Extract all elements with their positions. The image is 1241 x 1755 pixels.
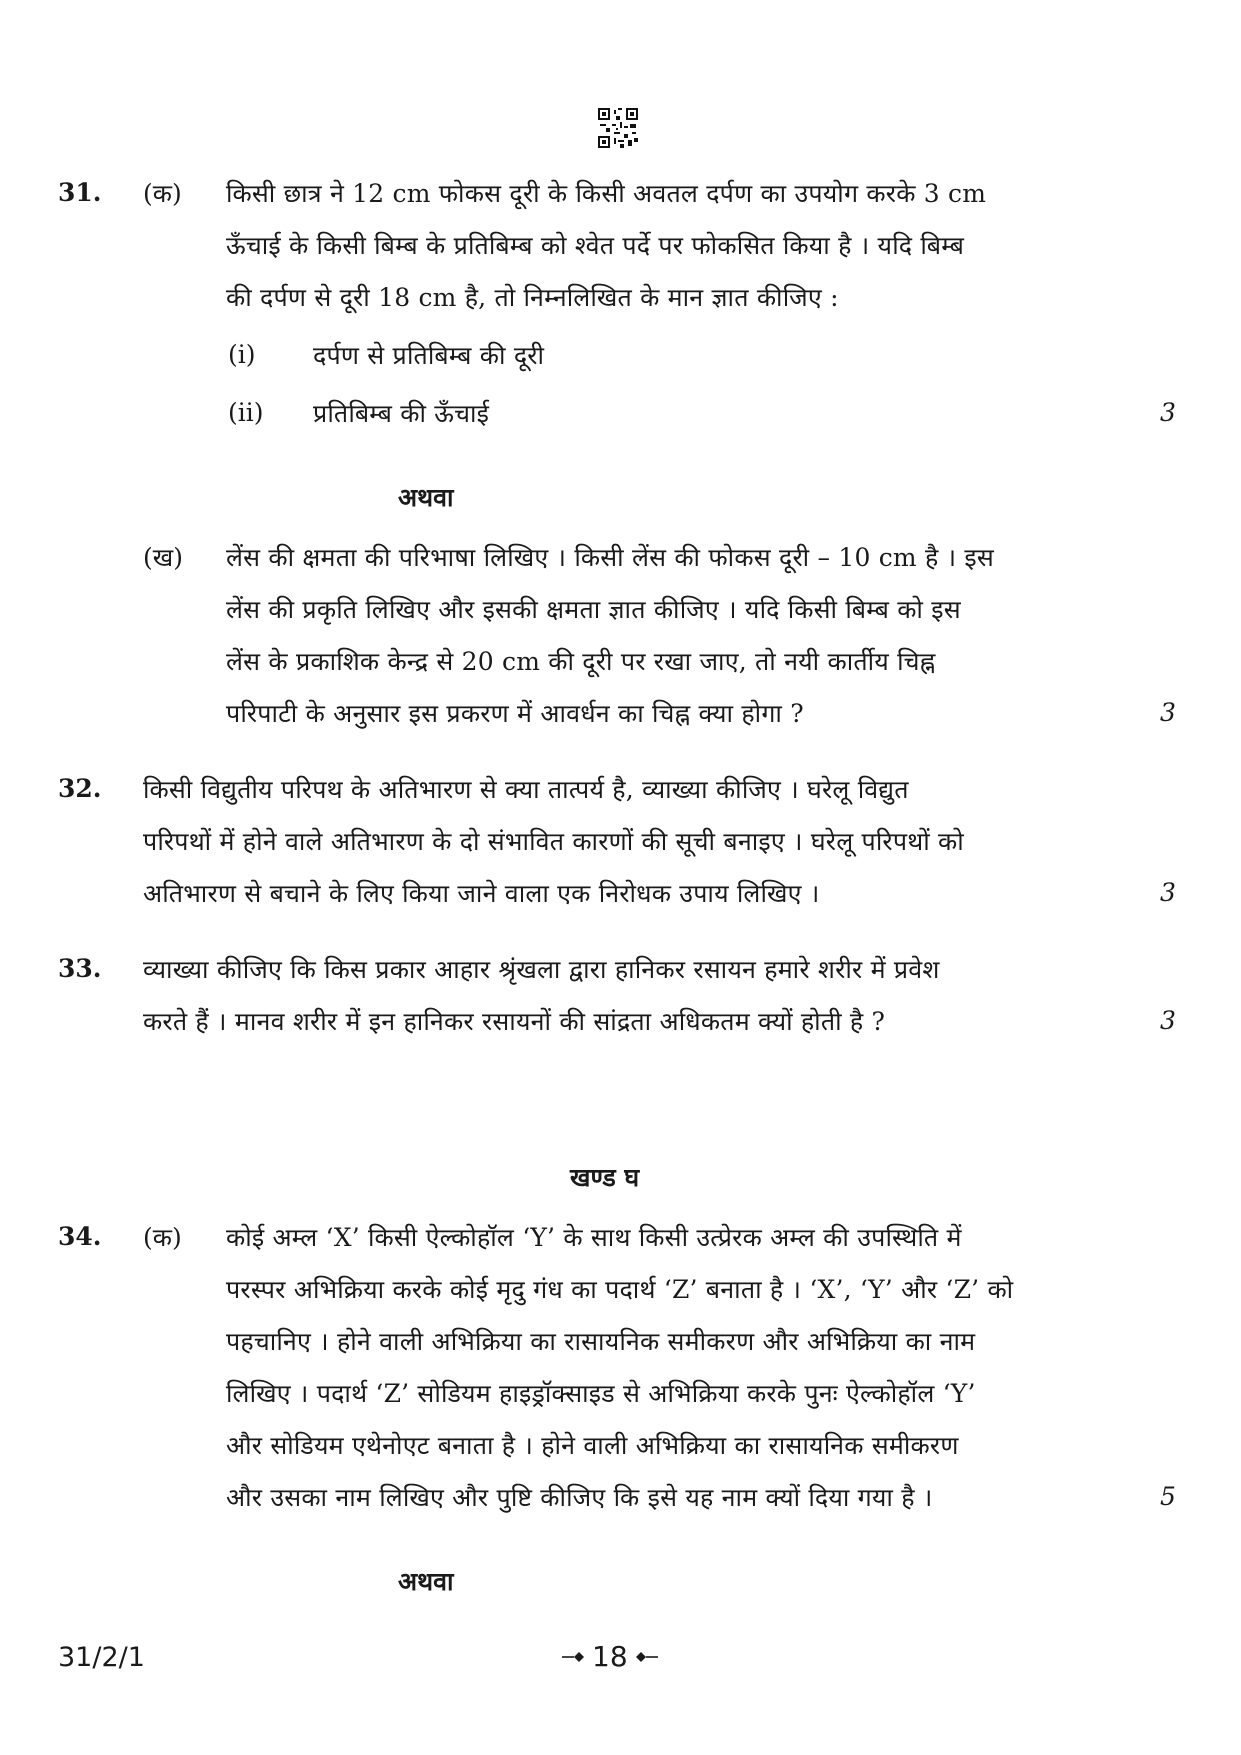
question-text-line: व्याख्या कीजिए कि किस प्रकार आहार श्रृंखला द्वारा हानिकर रसायन हमारे शरीर में प्रवेश [143,955,940,984]
question-text-line: ऊँचाई के किसी बिम्ब के प्रतिबिम्ब को श्वेत पर्दे पर फोकसित किया है । यदि बिम्ब [226,231,965,260]
marks: 5 [1160,1482,1176,1511]
marks: 3 [1160,698,1176,727]
question-number: 33. [58,954,102,983]
part-label: (क) [143,1223,182,1252]
page-number: 18 [592,1640,628,1673]
question-text-line: किसी विद्युतीय परिपथ के अतिभारण से क्या तात्पर्य है, व्याख्या कीजिए । घरेलू विद्युत [143,775,909,804]
marks: 3 [1160,878,1176,907]
question-text-line: किसी छात्र ने 12 cm फोकस दूरी के किसी अवतल दर्पण का उपयोग करके 3 cm [226,179,987,208]
or-label: अथवा [398,1567,454,1596]
marks: 3 [1160,1006,1176,1035]
question-text-line: परिपाटी के अनुसार इस प्रकरण में आवर्धन का चिह्न क्या होगा ? [226,699,804,728]
sub-item-label: (ii) [228,398,264,427]
question-text-line: और उसका नाम लिखिए और पुष्टि कीजिए कि इसे यह नाम क्यों दिया गया है । [226,1483,933,1512]
marks: 3 [1160,398,1176,427]
qr-code-icon [598,108,638,148]
question-text-line: लेंस के प्रकाशिक केन्द्र से 20 cm की दूरी पर रखा जाए, तो नयी कार्तीय चिह्न [226,647,936,676]
question-text-line: परिपथों में होने वाले अतिभारण के दो संभावित कारणों की सूची बनाइए । घरेलू परिपथों को [143,827,964,856]
question-number: 31. [58,178,102,207]
question-text-line: और सोडियम एथेनोएट बनाता है । होने वाली अभिक्रिया का रासायनिक समीकरण [226,1431,959,1460]
question-text-line: पहचानिए । होने वाली अभिक्रिया का रासायनिक समीकरण और अभिक्रिया का नाम [226,1327,976,1356]
diamond-ornament-icon [634,1650,660,1664]
question-text-line: कोई अम्ल ‘X’ किसी ऐल्कोहॉल ‘Y’ के साथ किसी उत्प्रेरक अम्ल की उपस्थिति में [226,1223,962,1252]
question-number: 32. [58,774,102,803]
part-label: (क) [143,179,182,208]
question-text-line: करते हैं । मानव शरीर में इन हानिकर रसायनों की सांद्रता अधिकतम क्यों होती है ? [143,1007,886,1036]
page-number-group [560,1640,660,1673]
question-text-line: लेंस की प्रकृति लिखिए और इसकी क्षमता ज्ञात कीजिए । यदि किसी बिम्ब को इस [226,595,961,624]
question-text-line: की दर्पण से दूरी 18 cm है, तो निम्नलिखित के मान ज्ञात कीजिए : [226,283,839,312]
diamond-ornament-icon [560,1650,586,1664]
section-heading: खण्ड घ [570,1163,640,1192]
paper-code: 31/2/1 [58,1642,145,1673]
question-text-line: परस्पर अभिक्रिया करके कोई मृदु गंध का पदार्थ ‘Z’ बनाता है । ‘X’, ‘Y’ और ‘Z’ को [226,1275,1014,1304]
part-label: (ख) [143,543,183,572]
question-text-line: लिखिए । पदार्थ ‘Z’ सोडियम हाइड्रॉक्साइड से अभिक्रिया करके पुनः ऐल्कोहॉल ‘Y’ [226,1379,976,1408]
question-text-line: लेंस की क्षमता की परिभाषा लिखिए । किसी लेंस की फोकस दूरी – 10 cm है । इस [226,543,994,572]
sub-item-text: दर्पण से प्रतिबिम्ब की दूरी [313,341,545,370]
sub-item-text: प्रतिबिम्ब की ऊँचाई [313,399,490,428]
sub-item-label: (i) [228,340,256,369]
question-text-line: अतिभारण से बचाने के लिए किया जाने वाला एक निरोधक उपाय लिखिए । [143,879,820,908]
question-number: 34. [58,1222,102,1251]
or-label: अथवा [398,483,454,512]
